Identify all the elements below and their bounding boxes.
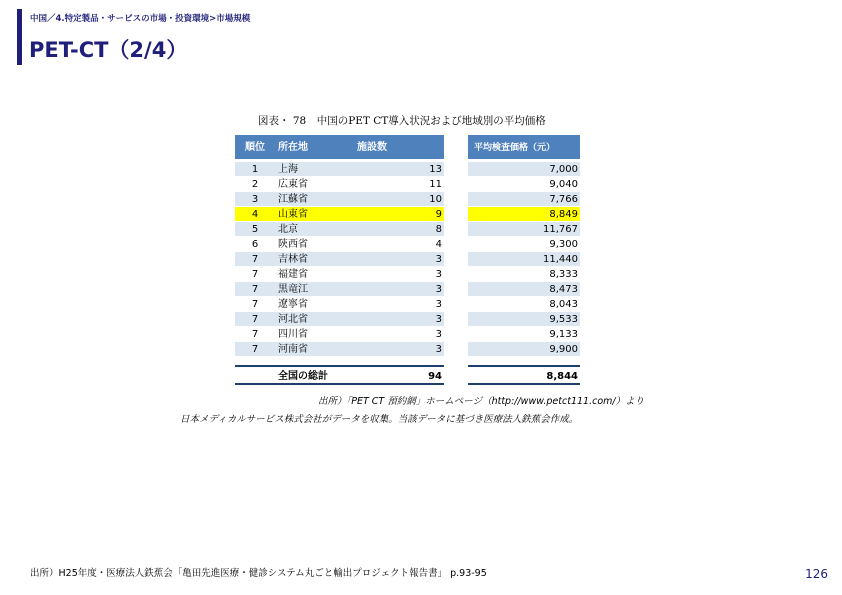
table-row: [235, 177, 580, 192]
total-separator: [235, 357, 580, 369]
cell-rank: 4: [251, 209, 259, 220]
footer-source: 出所）H25年度・医療法人鉄蕉会「亀田先進医療・健診システム丸ごと輸出プロジェクト報告書」 p.93-95: [30, 568, 487, 579]
figure-caption: 図表・ 78 中国のPET CT導入状況および地域別の平均価格: [258, 115, 546, 127]
total-count: 94: [428, 371, 442, 382]
column-header-location: 所在地: [278, 142, 308, 153]
cell-rank: 7: [251, 284, 259, 295]
cell-count: 3: [435, 314, 442, 325]
breadcrumb: 中国／4.特定製品・サービスの市場・投資環境>市場規模: [30, 14, 251, 24]
table-row: [235, 222, 580, 237]
page-title: PET-CT（2/4）: [29, 38, 188, 62]
cell-location: 広東省: [278, 179, 308, 190]
cell-count: 9: [435, 209, 442, 220]
table-row: [235, 282, 580, 297]
cell-rank: 6: [251, 239, 259, 250]
cell-avg-price: 7,766: [549, 194, 578, 205]
cell-location: 四川省: [278, 329, 308, 340]
column-header-count: 施設数: [357, 142, 387, 153]
cell-avg-price: 8,473: [549, 284, 578, 295]
cell-count: 8: [435, 224, 442, 235]
table-row: [235, 252, 580, 267]
table-header-row: [235, 135, 580, 159]
column-header-rank: 順位: [245, 142, 265, 153]
cell-avg-price: 8,333: [549, 269, 578, 280]
cell-rank: 5: [251, 224, 259, 235]
cell-rank: 7: [251, 344, 259, 355]
cell-count: 3: [435, 329, 442, 340]
cell-rank: 7: [251, 329, 259, 340]
cell-rank: 7: [251, 314, 259, 325]
cell-rank: 2: [251, 179, 259, 190]
table-row: [235, 237, 580, 252]
figure-source-line-2: 日本メディカルサービス株式会社がデータを収集。当該データに基づき医療法人鉄蕉会作成。: [180, 414, 579, 425]
cell-location: 江蘇省: [278, 194, 308, 205]
table-total-row: [235, 369, 580, 384]
cell-avg-price: 8,043: [549, 299, 578, 310]
cell-count: 3: [435, 269, 442, 280]
total-label: 全国の総計: [278, 371, 328, 382]
cell-location: 福建省: [278, 269, 308, 280]
page-number: 126: [805, 567, 828, 581]
pet-ct-table: [235, 135, 580, 384]
cell-count: 3: [435, 344, 442, 355]
cell-location: 山東省: [278, 209, 308, 220]
cell-location: 吉林省: [278, 254, 308, 265]
cell-avg-price: 7,000: [549, 164, 578, 175]
cell-location: 北京: [278, 224, 298, 235]
table-row: [235, 297, 580, 312]
cell-count: 10: [429, 194, 442, 205]
figure-source-line-1: 出所）「PET CT 預約網」ホームページ（http://www.petct111.com/）より: [318, 396, 645, 407]
cell-avg-price: 9,900: [549, 344, 578, 355]
cell-avg-price: 9,133: [549, 329, 578, 340]
table-row: [235, 207, 580, 222]
table-row: [235, 192, 580, 207]
title-accent-bar: [17, 9, 22, 65]
cell-count: 4: [435, 239, 442, 250]
cell-count: 13: [429, 164, 442, 175]
cell-location: 遼寧省: [278, 299, 308, 310]
cell-avg-price: 9,040: [549, 179, 578, 190]
column-header-avg-price: 平均検査価格（元）: [474, 143, 556, 153]
cell-rank: 7: [251, 299, 259, 310]
cell-location: 上海: [278, 164, 298, 175]
cell-location: 河南省: [278, 344, 308, 355]
cell-avg-price: 9,300: [549, 239, 578, 250]
cell-count: 3: [435, 299, 442, 310]
cell-avg-price: 8,849: [549, 209, 578, 220]
cell-rank: 3: [251, 194, 259, 205]
cell-count: 3: [435, 284, 442, 295]
cell-count: 11: [429, 179, 442, 190]
cell-location: 黒竜江: [278, 284, 308, 295]
table-row: [235, 327, 580, 342]
table-row: [235, 342, 580, 357]
cell-rank: 7: [251, 254, 259, 265]
cell-rank: 7: [251, 269, 259, 280]
cell-avg-price: 11,767: [543, 224, 578, 235]
total-price: 8,844: [546, 371, 578, 382]
table-row: [235, 312, 580, 327]
cell-location: 陝西省: [278, 239, 308, 250]
cell-avg-price: 9,533: [549, 314, 578, 325]
table-row: [235, 162, 580, 177]
cell-count: 3: [435, 254, 442, 265]
table-row: [235, 267, 580, 282]
cell-avg-price: 11,440: [543, 254, 578, 265]
table-body: [235, 162, 580, 357]
cell-location: 河北省: [278, 314, 308, 325]
cell-rank: 1: [251, 164, 259, 175]
